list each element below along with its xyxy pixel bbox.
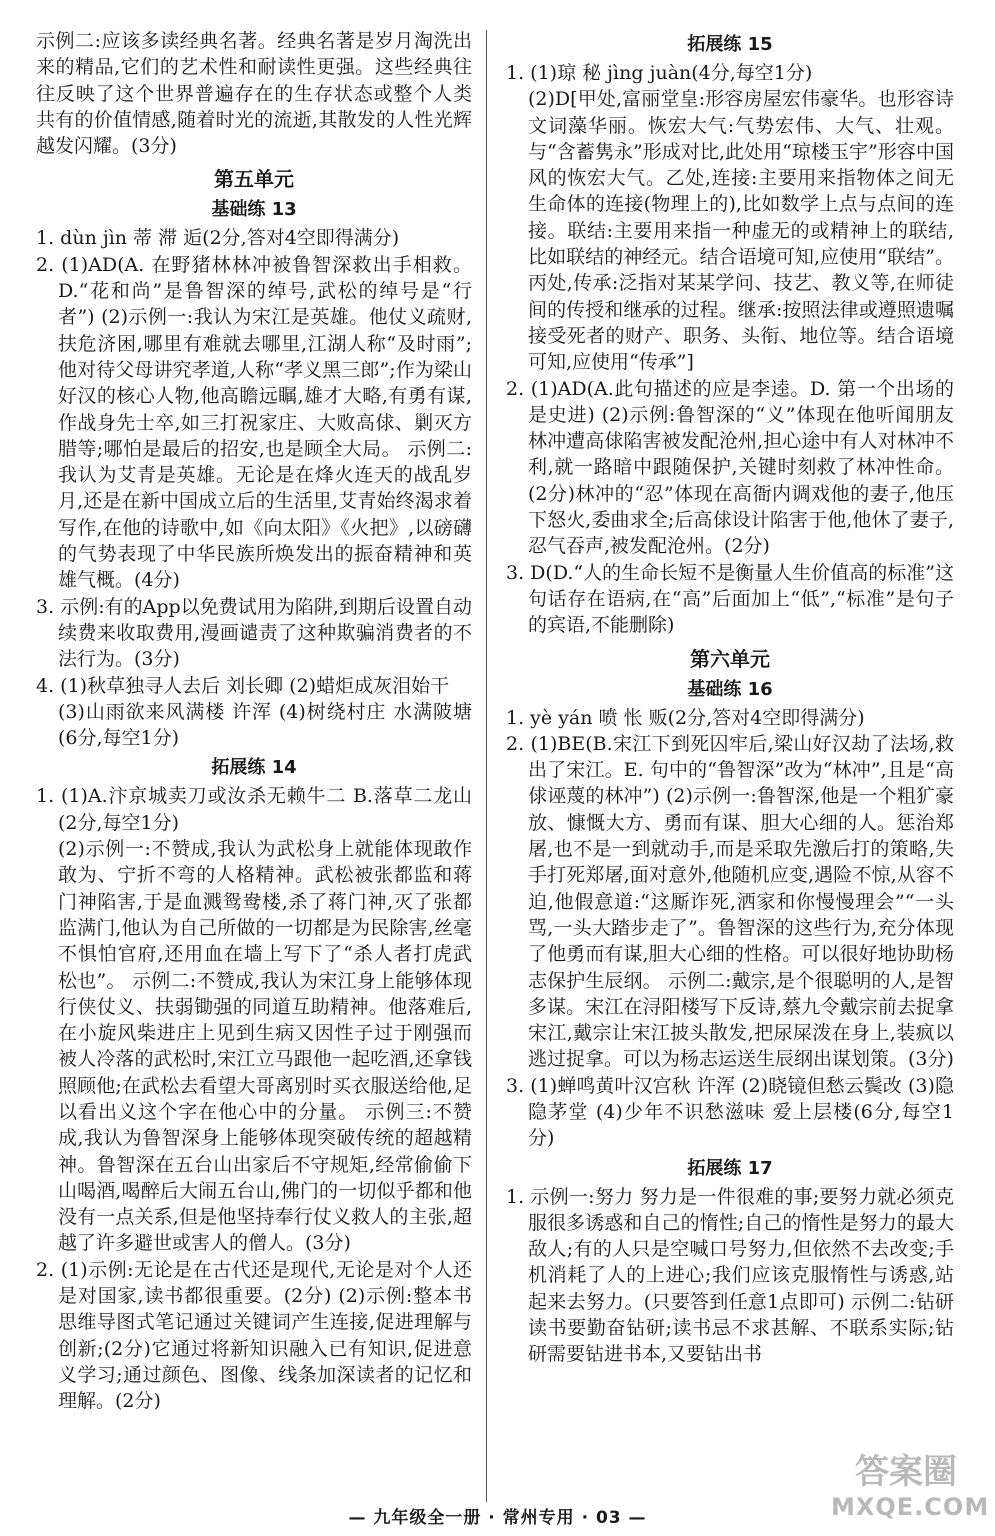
ex14-q1-part2: (2)示例一:不赞成,我认为武松身上就能体现敢作敢为、宁折不弯的人格精神。武松被张都监和蒋门神陷害,于是血溅鸳鸯楼,杀了蒋门神,灭了张都监满门,他认为自己所做的一切都是为民除害,丝毫不惧怕官府,还用血在墙上写下了“杀人者打虎武松也”。 示例二:不赞成,我认为宋江身上能够体现行侠仗义、扶弱锄强的同道互助精神。他落难后,在小旋风柴进庄上见到生病又因性子过于刚强而被人冷落的武松时,宋江立马跟他一起吃酒,还拿钱照顾他;在武松去看望大哥离别时买衣服送给他,足以看出义这个字在他心中的分量。 示例三:不赞成,我认为鲁智深身上能够体现突破传统的超越精神。鲁智深在五台山出家后不守规矩,经常偷偷下山喝酒,喝醉后大闹五台山,佛门的一切似乎都和他没有一点关系,但是他坚持奉行仗义救人的主张,超越了许多避世或害人的僧人。(3分) xyxy=(58,838,472,1255)
ex13-q1: 1. dùn jìn 蒂 滞 逅(2分,答对4空即得满分) xyxy=(36,227,400,250)
ex14-q1-part1: 1. (1)A.汴京城卖刀或汝杀无赖牛二 B.落草二龙山(2分,每空1分) xyxy=(36,785,472,834)
ex16-q1: 1. yè yán 喷 怅 贩(2分,答对4空即得满分) xyxy=(506,706,865,729)
ex16-q3: 3. (1)蝉鸣黄叶汉宫秋 许浑 (2)晓镜但愁云鬓改 (3)隐隐茅堂 (4)少年不识愁滋味 爱上层楼(6分,每空1分) xyxy=(506,1074,954,1150)
watermark-text-top: 答案圈 xyxy=(855,1452,957,1492)
ex13-q3: 3. 示例:有的App以免费试用为陷阱,到期后设置自动续费来收取费用,漫画谴责了这种欺骗消费者的不法行为。(3分) xyxy=(36,595,472,671)
exercise13-heading: 基础练 13 xyxy=(211,199,297,221)
ex13-q4-line1: 4. (1)秋草独寻人去后 刘长卿 (2)蜡炬成灰泪始干 xyxy=(36,674,450,697)
exercise15-heading: 拓展练 15 xyxy=(687,34,773,55)
ex16-q2: 2. (1)BE(B.宋江下到死囚牢后,梁山好汉劫了法场,救出了宋江。E. 句中的“鲁智深”改为“林冲”,且是“高俅诬蔑的林冲”) (2)示例一:鲁智深,他是一个粗犷豪放、慷慨大方、勇而有谋、胆大心细的人。惩治郑屠,也不是一到就动手,而是采取先激后打的策略,失手打死郑屠,面对意外,他随机应变,遇险不惊,从容不迫,他假意道:“这厮诈死,洒家和你慢慢理会”“一头骂,一头大踏步走了”。鲁智深的这些行为,充分体现了他勇而有谋,胆大心细的性格。可以很好地协助杨志保护生辰纲。 示例二:戴宗,是个很聪明的人,是智多谋。宋江在浔阳楼写下反诗,蔡九令戴宗前去捉拿宋江,戴宗让宋江披头散发,把尿屎泼在身上,装疯以逃过捉拿。可以为杨志运送生辰纲出谋划策。(3分) xyxy=(506,732,954,1071)
ex15-q2: 2. (1)AD(A.此句描述的应是李逵。D. 第一个出场的是史进) (2)示例:鲁智深的“义”体现在他听闻朋友林冲遭高俅陷害被发配沧州,担心途中有人对林冲不利,就一路暗中跟随保护,关键时刻救了林冲性命。(2分)林冲的“忍”体现在高衙内调戏他的妻子,他压下怒火,委曲求全;后高俅设计陷害于他,他休了妻子,忍气吞声,被发配沧州。(2分) xyxy=(506,377,954,558)
unit4-example-two: 示例二:应该多读经典名著。经典名著是岁月淘洗出来的精品,它们的艺术性和耐读性更强。这些经典往往反映了这个世界普遍存在的生存状态或整个人类共有的价值情感,随着时光的流逝,其散发的人性光辉越发闪耀。(3分) xyxy=(36,30,472,158)
ex14-q2: 2. (1)示例:无论是在古代还是现代,无论是对个人还是对国家,读书都很重要。(2分) (2)示例:整本书思维导图式笔记通过关键词产生连接,促进理解与创新;(2分)它通过将新知识融入已有知识,促进意义学习;通过颜色、图像、线条加深读者的记忆和理解。(2分) xyxy=(36,1258,472,1413)
watermark-text-bottom: MXQE.COM xyxy=(831,1493,990,1521)
ex15-q1-part2: (2)D[甲处,富丽堂皇:形容房屋宏伟豪华。也形容诗文词藻华丽。恢宏大气:气势宏伟、大气、壮观。与“含蓄隽永”形成对比,此处用“琼楼玉宇”形容中国风的恢宏大气。乙处,连接:主要用来指物体之间无生命体的连接(物理上的),比如数学上点与点间的连接。联结:主要用来指一种虚无的或精神上的联结,比如联结的神经元。结合语境可知,应使用“联结”。丙处,传承:泛指对某某学问、技艺、教义等,在师徒间的传授和继承的过程。继承:按照法律或遵照遗嘱接受死者的财产、职务、头衔、地位等。结合语境可知,应使用“传承”] xyxy=(528,88,954,374)
column-divider xyxy=(486,30,487,1502)
ex15-q3: 3. D(D.“人的生命长短不是衡量人生价值高的标准”这句话存在语病,在“高”后面加上“低”,“标准”是句子的宾语,不能删除) xyxy=(506,561,954,637)
ex13-q2: 2. (1)AD(A. 在野猪林林冲被鲁智深救出手相救。D.“花和尚”是鲁智深的绰号,武松的绰号是“行者”) (2)示例一:我认为宋江是英雄。他仗义疏财,扶危济困,哪里有难就去哪里,江湖人称“及时雨”;他对待父母讲究孝道,人称“孝义黑三郎”;作为梁山好汉的核心人物,他高瞻远瞩,雄才大略,有勇有谋,作战身先士卒,如三打祝家庄、大败高俅、剿灭方腊等;哪怕是最后的招安,也是顾全大局。 示例二:我认为艾青是英雄。无论是在烽火连天的战乱岁月,还是在新中国成立后的生活里,艾青始终渴求着写作,在他的诗歌中,如《向太阳》《火把》,以磅礴的气势表现了中华民族所焕发出的振奋精神和英雄气概。(4分) xyxy=(36,253,472,592)
ex15-q1-part1: 1. (1)琼 秘 jìng juàn(4分,每空1分) xyxy=(506,62,813,84)
exercise14-heading: 拓展练 14 xyxy=(211,757,297,779)
exercise17-heading: 拓展练 17 xyxy=(687,1157,773,1179)
site-watermark-logo xyxy=(831,1452,990,1532)
right-column xyxy=(506,28,954,1368)
ex13-q4-line2: (3)山雨欲来风满楼 许浑 (4)树绕村庄 水满陂塘(6分,每空1分) xyxy=(58,700,472,750)
left-column xyxy=(36,28,472,1415)
ex17-q1: 1. 示例一:努力 努力是一件很难的事;要努力就必须克服很多诱惑和自己的惰性;自己的惰性是努力的最大敌人;有的人只是空喊口号努力,但依然不去改变;手机消耗了人的上进心;我们应该克服惰性与诱惑,站起来去努力。(只要答到任意1点即可) 示例二:钻研 读书要勤奋钻研;读书忌不求甚解、不联系实际;钻研需要钻进书本,又要钻出书 xyxy=(506,1185,954,1366)
unit5-heading: 第五单元 xyxy=(214,167,294,192)
page-footer: — 九年级全一册 · 常州专用 · 03 — xyxy=(348,1508,647,1528)
unit6-heading: 第六单元 xyxy=(690,646,770,671)
exercise16-heading: 基础练 16 xyxy=(687,678,773,700)
